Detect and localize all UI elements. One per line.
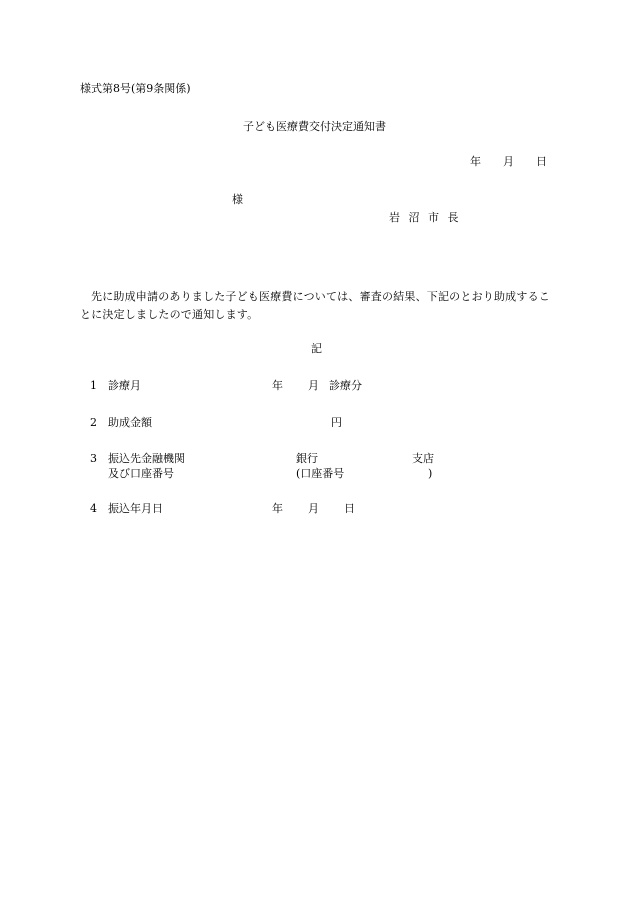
issuer-name: 岩沼市長 (389, 211, 467, 224)
item3-branch: 支店 (412, 452, 434, 465)
date-month: 月 (503, 155, 514, 168)
item4-year: 年 (272, 502, 283, 515)
document-title: 子ども医療費交付決定通知書 (243, 120, 386, 133)
item-label-1: 診療月 (108, 379, 141, 392)
item-label-3-line2: 及び口座番号 (108, 467, 174, 480)
item3-account-close: ) (428, 467, 433, 480)
item4-day: 日 (344, 502, 355, 515)
item-number-1: 1 (90, 379, 97, 392)
item1-year: 年 (272, 379, 283, 392)
item-value-4 (272, 502, 355, 516)
body-text: 先に助成申請のありました子ども医療費については、審査の結果、下記のとおり助成することに決定しましたので通知します。 (80, 290, 550, 321)
item-number-2: 2 (90, 416, 97, 429)
form-number: 様式第8号(第9条関係) (80, 82, 191, 95)
item3-account-open: (口座番号 (296, 467, 345, 480)
item4-month: 月 (308, 502, 319, 515)
date-day: 日 (536, 155, 547, 168)
addressee-suffix: 様 (232, 193, 243, 206)
item-label-4: 振込年月日 (108, 502, 163, 515)
issue-date (470, 155, 547, 169)
item-label-2: 助成金額 (108, 416, 152, 429)
item3-bank: 銀行 (296, 452, 318, 465)
item1-suffix: 診療分 (329, 379, 362, 392)
item-value-1 (272, 379, 362, 393)
item2-unit: 円 (331, 416, 342, 429)
date-year: 年 (470, 155, 481, 168)
ki-heading: 記 (311, 342, 322, 355)
item-number-4: 4 (90, 502, 97, 515)
item-number-3: 3 (90, 452, 97, 465)
item1-month: 月 (308, 379, 319, 392)
item-label-3: 振込先金融機関 (108, 452, 185, 465)
